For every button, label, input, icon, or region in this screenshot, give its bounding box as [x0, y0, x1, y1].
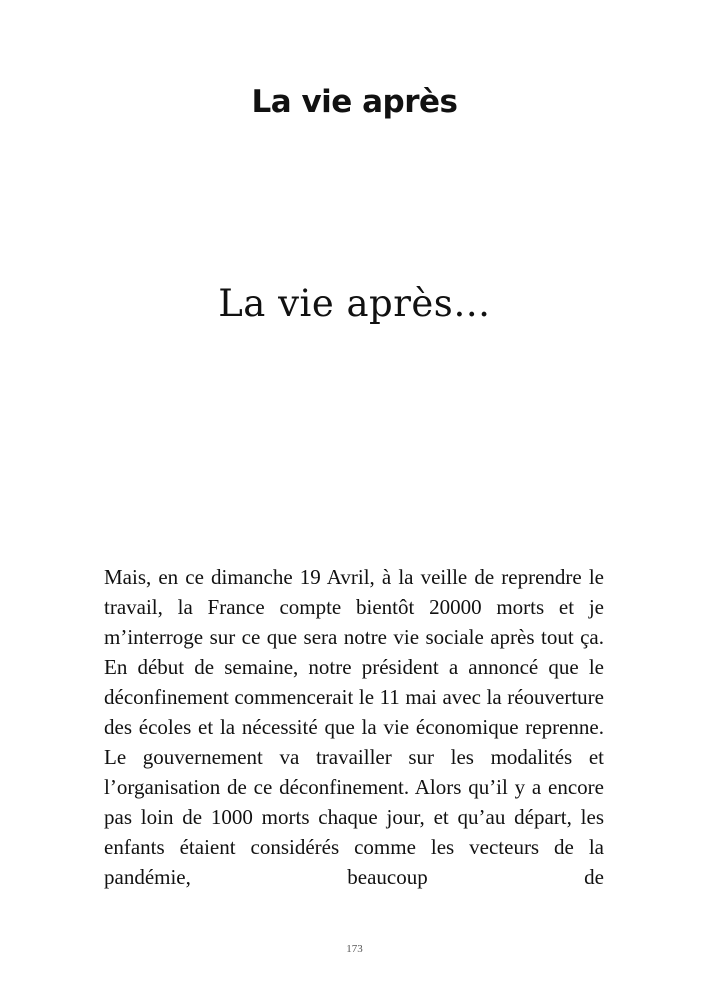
chapter-title: La vie après… — [218, 282, 491, 325]
running-head-title: La vie après — [251, 84, 458, 120]
page-number: 173 — [346, 943, 363, 955]
body-paragraph: Mais, en ce dimanche 19 Avril, à la veille de reprendre le travail, la France compte bientôt 20000 morts et je m’interroge sur ce que sera notre vie sociale après tout ça. En début de semaine, notre président a annoncé que le déconfinement commencerait le 11 mai avec la réouverture des écoles et la nécessité que la vie économique reprenne. Le gouvernement va travailler sur les modalités et l’organisation de ce déconfinement. Alors qu’il y a encore pas loin de 1000 morts chaque jour, et qu’au départ, les enfants étaient considérés comme les vecteurs de la pandémie, beaucoup de — [104, 565, 604, 889]
